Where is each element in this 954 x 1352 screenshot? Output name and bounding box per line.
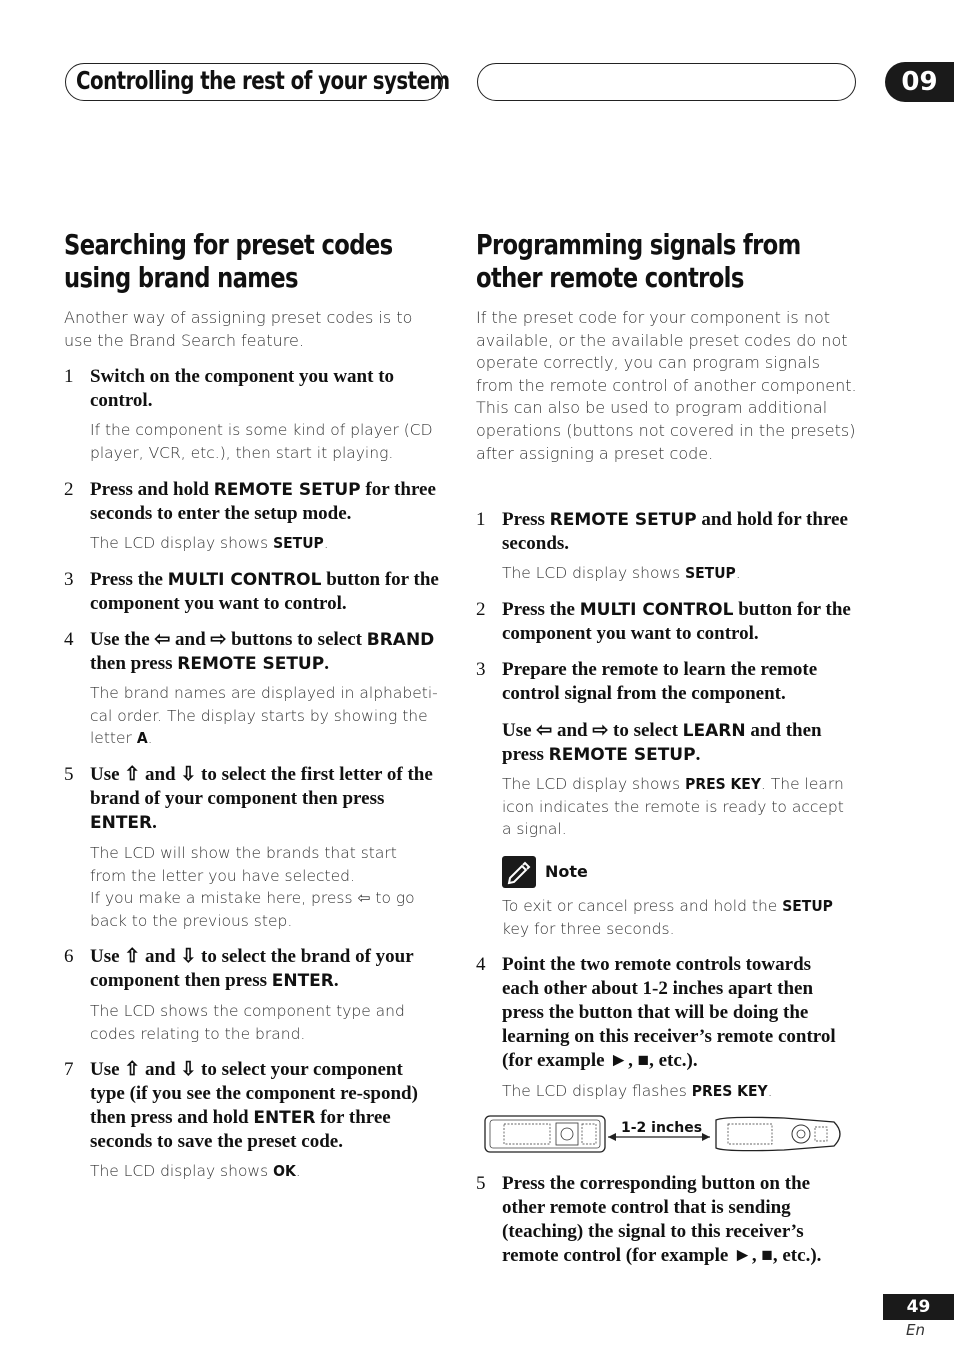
page-language: En <box>906 1321 925 1339</box>
header-right-frame <box>477 63 856 101</box>
note-label: Note <box>545 862 588 881</box>
left-step-5: 5 Use ⇧ and ⇩ to select the first letter of the brand of your component then press ENTER. <box>64 764 433 833</box>
receiver-remote-illustration <box>485 1116 605 1152</box>
left-step-5-note: The LCD will show the brands that start from the letter you have selected. <box>90 844 397 885</box>
right-step-3: 3 Prepare the remote to learn the remote control signal from the component. <box>476 659 818 704</box>
left-step-6-note: The LCD shows the component type and codes relating to the brand. <box>90 1002 405 1043</box>
distance-label: 1-2 inches <box>621 1120 703 1136</box>
right-heading: Programming signals from other remote controls <box>476 228 801 294</box>
right-step-3-note: The LCD display shows PRES KEY. The learn icon indicates the remote is ready to accept a signal. <box>502 775 844 839</box>
right-step-4-note: The LCD display flashes PRES KEY. <box>502 1082 773 1100</box>
left-step-2-note: The LCD display shows SETUP. <box>90 534 329 552</box>
right-intro: If the preset code for your component is not available, or the available preset codes do not operate correctly, you can program signals from the remote control of another component. This can also be used to program additional operations (buttons not covered in the presets) after assigning a preset code. <box>476 308 857 463</box>
other-remote-illustration <box>716 1117 840 1150</box>
left-heading: Searching for preset codes using brand names <box>64 228 393 294</box>
left-intro: Another way of assigning preset codes is to use the Brand Search feature. <box>64 308 413 350</box>
right-step-4: 4 Point the two remote controls towards each other about 1-2 inches apart then press the button that will be doing the learning on this receiver’s remote control (for example ►, ■, etc.). <box>476 954 836 1071</box>
left-step-6: 6 Use ⇧ and ⇩ to select the brand of your component then press ENTER. <box>64 946 414 991</box>
right-step-3-action: Use ⇦ and ⇨ to select LEARN and then press REMOTE SETUP. <box>502 720 822 765</box>
left-step-2: 2 Press and hold REMOTE SETUP for three seconds to enter the setup mode. <box>64 479 436 524</box>
right-step-1-note: The LCD display shows SETUP. <box>502 564 741 582</box>
left-step-7-note: The LCD display shows OK. <box>90 1162 301 1180</box>
left-step-1: 1 Switch on the component you want to control. <box>64 366 395 411</box>
left-step-5-note-2: If you make a mistake here, press ⇦ to go back to the previous step. <box>90 889 415 930</box>
left-step-4-note: The brand names are displayed in alphabeti-cal order. The display starts by showing the letter A. <box>90 684 438 748</box>
section-title: Controlling the rest of your system <box>76 66 450 95</box>
right-step-5: 5 Press the corresponding button on the other remote control that is sending (teaching) the signal to this receiver’s remote control (for example ►, ■, etc.). <box>476 1173 822 1266</box>
remote-controls-figure <box>484 1112 850 1156</box>
left-step-4: 4 Use the ⇦ and ⇨ buttons to select BRAND then press REMOTE SETUP. <box>64 629 435 674</box>
left-step-7: 7 Use ⇧ and ⇩ to select your component type (if you see the component re-spond) then press and hold ENTER for three seconds to save the preset code. <box>64 1059 418 1152</box>
note-icon <box>502 856 536 888</box>
note-text: To exit or cancel press and hold the SETUP key for three seconds. <box>502 897 833 938</box>
left-step-1-note: If the component is some kind of player (CD player, VCR, etc.), then start it playing. <box>90 421 433 462</box>
chapter-badge: 09 <box>885 62 954 102</box>
left-step-3: 3 Press the MULTI CONTROL button for the component you want to control. <box>64 569 439 614</box>
page-number: 49 <box>883 1294 954 1320</box>
right-step-2: 2 Press the MULTI CONTROL button for the component you want to control. <box>476 599 851 644</box>
right-step-1: 1 Press REMOTE SETUP and hold for three seconds. <box>476 509 848 554</box>
